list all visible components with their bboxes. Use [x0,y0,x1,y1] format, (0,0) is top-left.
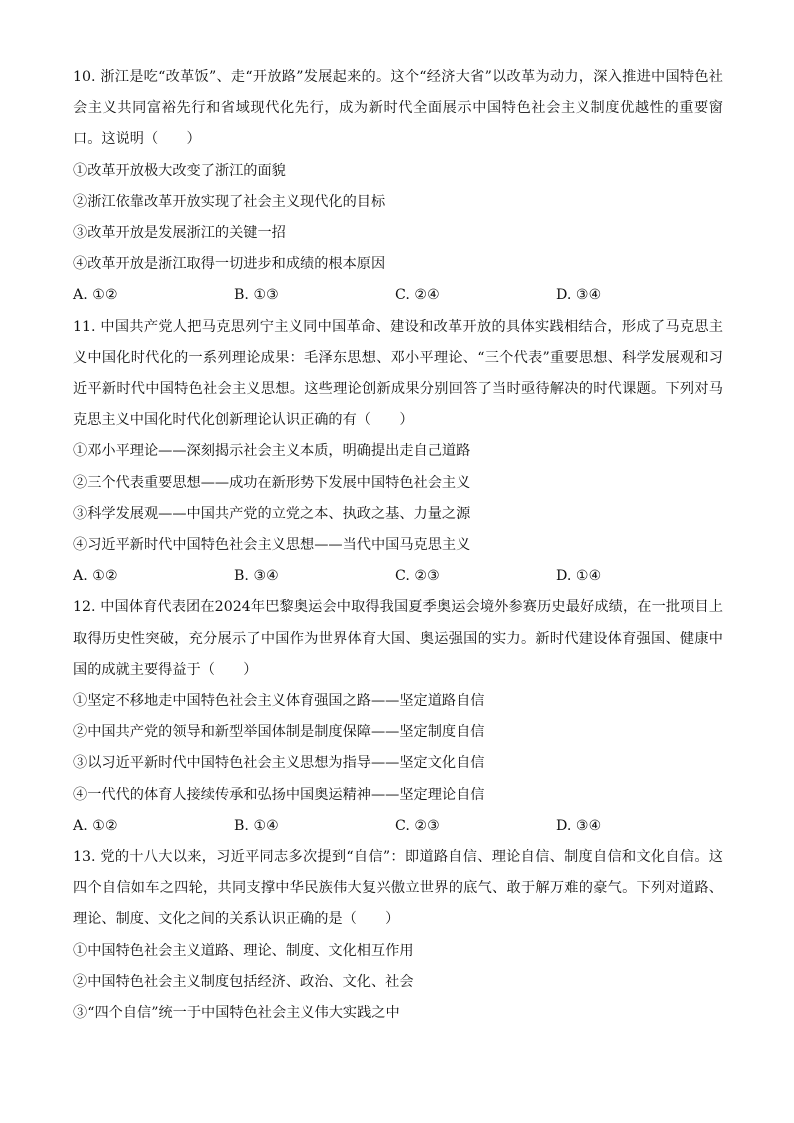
question-13 [73,842,723,1029]
question-option: ④习近平新时代中国特色社会主义思想——当代中国马克思主义 [73,537,471,554]
answer-choice-c[interactable]: C. ②④ [395,287,440,304]
question-option: ③以习近平新时代中国特色社会主义思想为指导——坚定文化自信 [73,755,485,772]
question-option: ①中国特色社会主义道路、理论、制度、文化相互作用 [73,942,414,959]
question-stem: 11. 中国共产党人把马克思列宁主义同中国革命、建设和改革开放的具体实践相结合，形成了马克思主义中国化时代化的一系列理论成果：毛泽东思想、邓小平理论、“三个代表”重要思想、科学发展观和习近平新时代中国特色社会主义思想。这些理论创新成果分别回答了当时亟待解决的时代课题。下列对马克思主义中国化时代化创新理论认识正确的有（ ） [73,318,723,429]
question-stem: 10. 浙江是吃“改革饭”、走“开放路”发展起来的。这个“经济大省”以改革为动力，深入推进中国特色社会主义共同富裕先行和省域现代化先行，成为新时代全面展示中国特色社会主义制度优越性的重要窗口。这说明（ ） [73,69,723,148]
answer-choice-d[interactable]: D. ③④ [556,817,602,834]
answer-choice-c[interactable]: C. ②③ [395,568,440,585]
document-page [73,62,723,1029]
answer-choice-a[interactable]: A. ①② [73,568,118,585]
question-option: ②中国特色社会主义制度包括经济、政治、文化、社会 [73,973,414,990]
question-option: ①改革开放极大改变了浙江的面貌 [73,162,286,179]
question-option: ③改革开放是发展浙江的关键一招 [73,225,286,242]
question-option: ③“四个自信”统一于中国特色社会主义伟大实践之中 [73,1005,400,1022]
question-option: ④一代代的体育人接续传承和弘扬中国奥运精神——坚定理论自信 [73,786,485,803]
answer-choice-d[interactable]: D. ③④ [556,287,602,304]
question-option: ①坚定不移地走中国特色社会主义体育强国之路——坚定道路自信 [73,693,485,710]
question-option: ②中国共产党的领导和新型举国体制是制度保障——坚定制度自信 [73,724,485,741]
answer-choice-c[interactable]: C. ②③ [395,817,440,834]
answer-choice-b[interactable]: B. ①④ [234,817,279,834]
question-option: ②浙江依靠改革开放实现了社会主义现代化的目标 [73,193,386,210]
question-option: ②三个代表重要思想——成功在新形势下发展中国特色社会主义 [73,474,471,491]
answer-choice-d[interactable]: D. ①④ [556,568,602,585]
answer-choice-b[interactable]: B. ③④ [234,568,279,585]
question-10 [73,62,723,312]
answer-choices [73,280,723,311]
answer-choices [73,561,723,592]
question-option: ③科学发展观——中国共产党的立党之本、执政之基、力量之源 [73,505,471,522]
answer-choice-a[interactable]: A. ①② [73,287,118,304]
question-stem: 13. 党的十八大以来，习近平同志多次提到“自信”：即道路自信、理论自信、制度自信和文化自信。这四个自信如车之四轮，共同支撑中华民族伟大复兴傲立世界的底气、敢于解万难的豪气。下列对道路、理论、制度、文化之间的关系认识正确的是（ ） [73,849,723,928]
question-option: ④改革开放是浙江取得一切进步和成绩的根本原因 [73,256,386,273]
question-option: ①邓小平理论——深刻揭示社会主义本质，明确提出走自己道路 [73,443,471,460]
question-12 [73,592,723,842]
question-11 [73,312,723,593]
answer-choice-b[interactable]: B. ①③ [234,287,279,304]
answer-choices [73,811,723,842]
answer-choice-a[interactable]: A. ①② [73,817,118,834]
question-stem: 12. 中国体育代表团在2024年巴黎奥运会中取得我国夏季奥运会境外参赛历史最好成绩，在一批项目上取得历史性突破，充分展示了中国作为世界体育大国、奥运强国的实力。新时代建设体育强国、健康中国的成就主要得益于（ ） [73,599,723,678]
